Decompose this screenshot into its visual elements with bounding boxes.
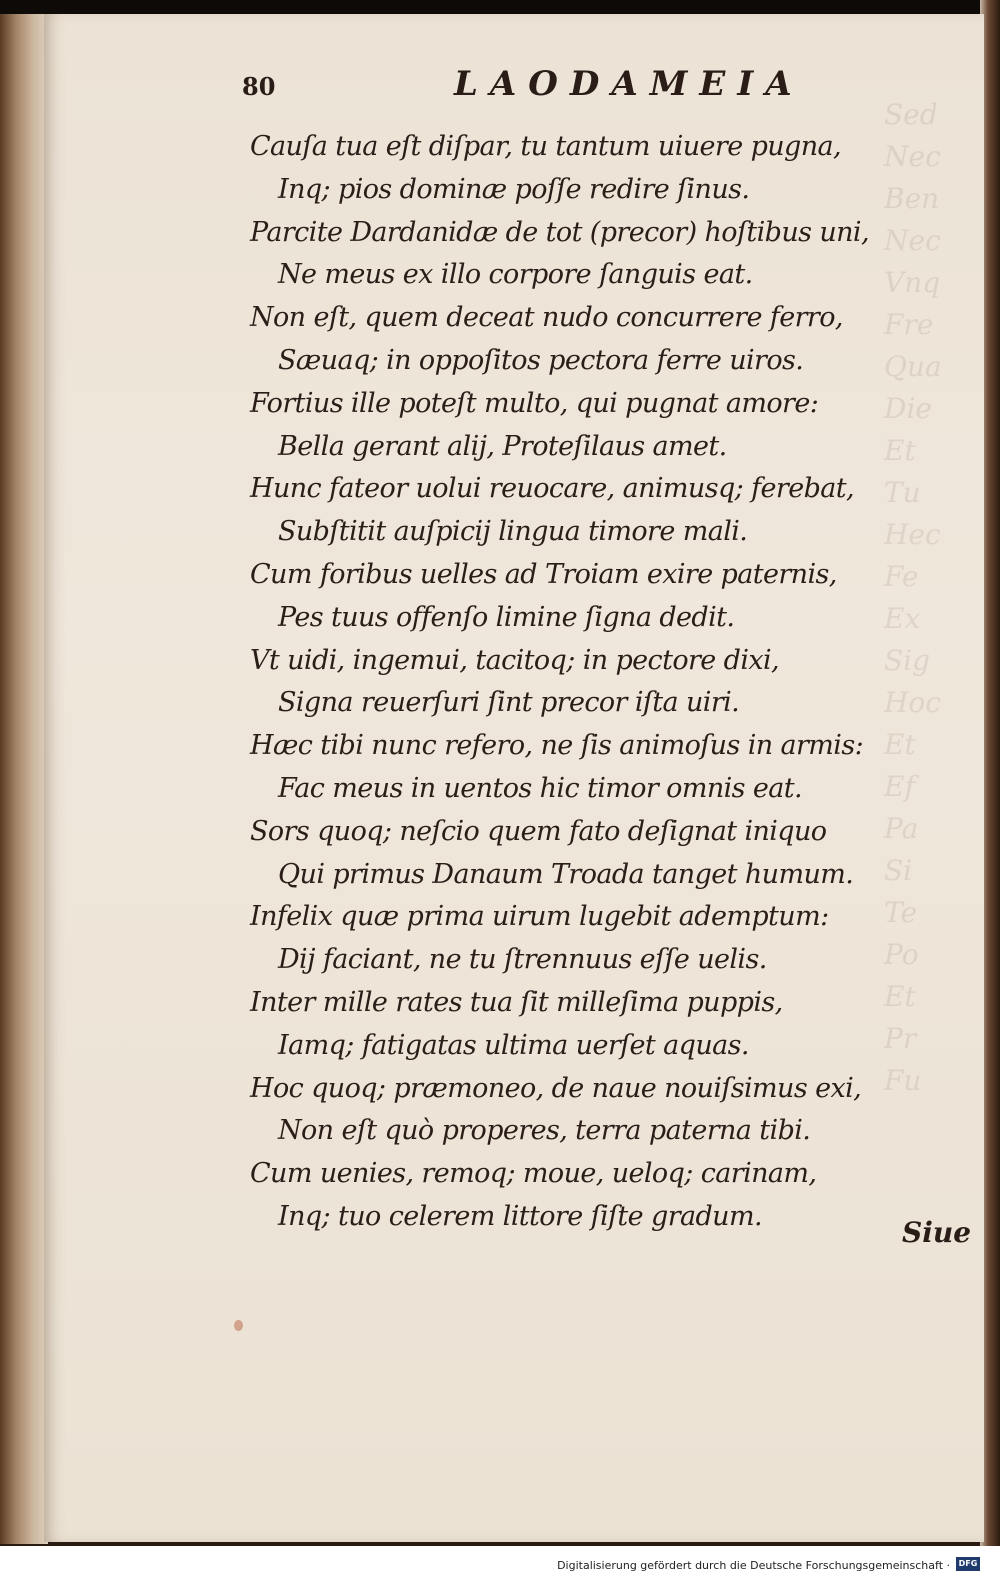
verse-line: Subſtitit auſpicij lingua timore mali. bbox=[278, 516, 748, 548]
verse-line: Cauſa tua eſt diſpar, tu tantum uiuere pugna, bbox=[250, 131, 842, 162]
verse-line: Hæc tibi nunc refero, ne ſis animoſus in armis: bbox=[250, 730, 864, 762]
verse-line: Hoc quoq; præmoneo, de naue nouiſsimus exi, bbox=[250, 1072, 862, 1104]
verse-line: Signa reuerſuri ſint precor iſta uiri. bbox=[278, 687, 740, 719]
verse-line: Fac meus in uentos hic timor omnis eat. bbox=[278, 772, 803, 804]
verse-line: Vt uidi, ingemui, tacitoq; in pectore dixi, bbox=[250, 644, 780, 676]
verse-line: Inter mille rates tua ſit milleſima puppis, bbox=[250, 986, 783, 1018]
verse-line: Ne meus ex illo corpore ſanguis eat. bbox=[278, 259, 753, 291]
verse-line: Hunc fateor uolui reuocare, animusq; ferebat, bbox=[250, 473, 854, 505]
dfg-logo: DFG bbox=[956, 1557, 980, 1571]
verse-line: Cum uenies, remoq; moue, ueloq; carinam, bbox=[250, 1158, 817, 1190]
verse-line: Cum foribus uelles ad Troiam exire paternis, bbox=[250, 558, 837, 590]
verse-line: Inq; pios dominæ poſſe redire ſinus. bbox=[278, 173, 750, 205]
verse-line: Qui primus Danaum Troada tanget humum. bbox=[278, 858, 854, 890]
verse-line: Sæuaq; in oppoſitos pectora ferre uiros. bbox=[278, 344, 804, 376]
verse-line: Non eſt, quem deceat nudo concurrere ferro, bbox=[250, 302, 843, 334]
digitization-credit: Digitalisierung gefördert durch die Deutsche Forschungsgemeinschaft · bbox=[557, 1559, 950, 1572]
ink-smudge bbox=[234, 1320, 243, 1331]
verse-line: Iamq; fatigatas ultima uerſet aquas. bbox=[278, 1029, 749, 1061]
verse-line: Bella gerant alij, Proteſilaus amet. bbox=[278, 430, 727, 462]
book-gutter bbox=[0, 14, 48, 1544]
catchword: Siue bbox=[902, 1216, 972, 1249]
running-title: LAODAMEIA bbox=[454, 64, 804, 104]
book-page bbox=[44, 14, 984, 1542]
show-through-text: Sed Nec Ben Nec Vnq Fre Qua Die Et Tu Hec Fe Ex Sig Hoc Et Ef Pa Si Te Po Et Pr Fu bbox=[884, 98, 942, 1097]
poem-text bbox=[250, 126, 950, 1239]
verse-line: Non eſt quò properes, terra paterna tibi. bbox=[278, 1115, 811, 1147]
page-number: 80 bbox=[242, 72, 276, 101]
verse-line: Parcite Dardanidæ de tot (precor) hoſtibus uni, bbox=[250, 216, 869, 248]
verse-line: Pes tuus offenſo limine ſigna dedit. bbox=[278, 601, 735, 633]
verse-line: Infelix quæ prima uirum lugebit ademptum: bbox=[250, 901, 829, 933]
verse-line: Dij faciant, ne tu ſtrennuus eſſe uelis. bbox=[278, 944, 767, 976]
verse-line: Fortius ille poteſt multo, qui pugnat amore: bbox=[250, 387, 819, 419]
verse-line: Sors quoq; neſcio quem fato deſignat iniquo bbox=[250, 815, 827, 847]
verse-line: Inq; tuo celerem littore ſiſte gradum. bbox=[278, 1200, 762, 1232]
